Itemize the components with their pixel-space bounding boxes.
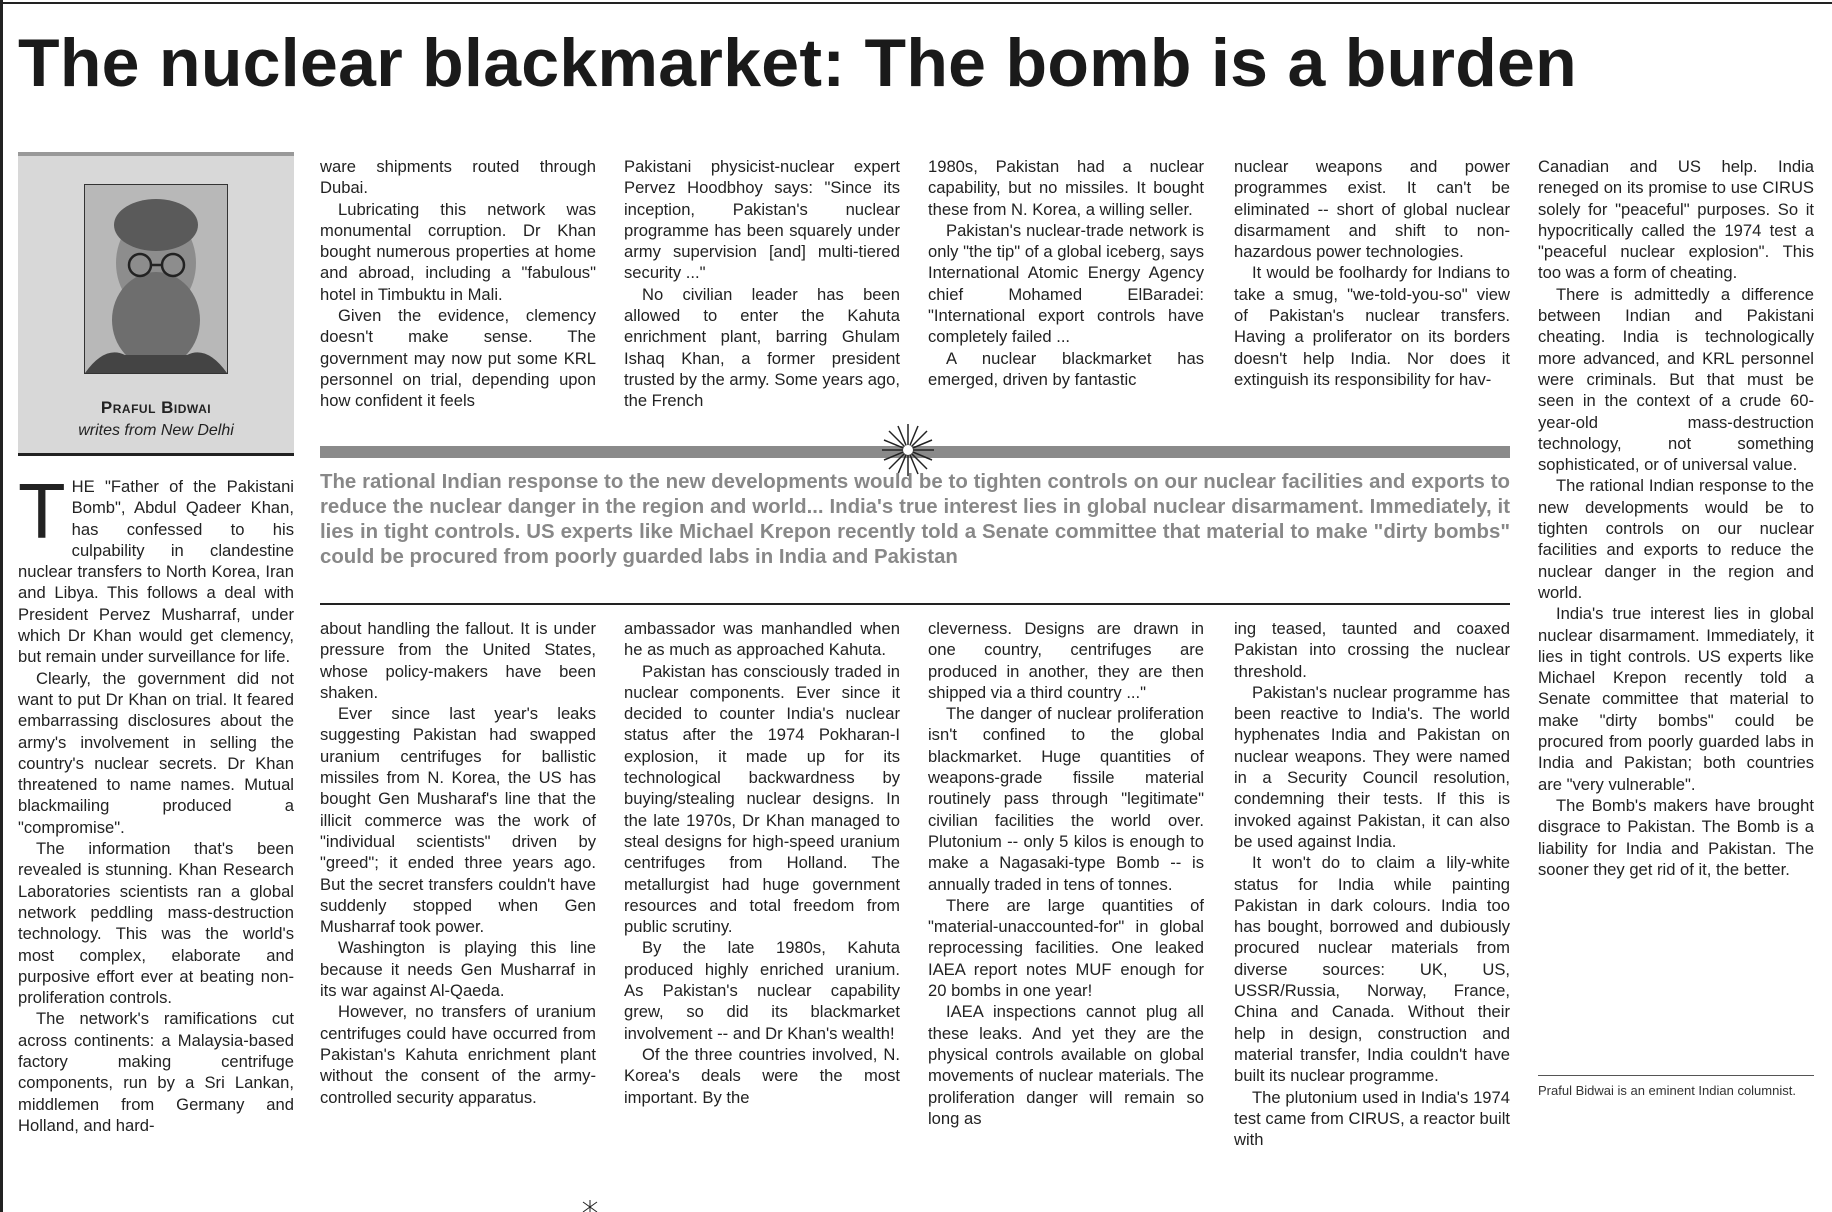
column-6	[1538, 156, 1814, 880]
paragraph: Lubricating this network was monumental corruption. Dr Khan bought numerous properties at home and abroad, including a "fabulous" hotel in Timbuktu in Mali.	[320, 199, 596, 304]
paragraph: about handling the fallout. It is under pressure from the United States, whose policy-makers have been shaken.	[320, 619, 596, 702]
paragraph: Given the evidence, clemency doesn't make sense. The government may now put some KRL personnel on trial, depending upon how confident it feels	[320, 306, 596, 411]
paragraph: A nuclear blackmarket has emerged, driven by fantastic	[928, 348, 1204, 389]
paragraph: nuclear weapons and power programmes exist. It can't be eliminated -- short of global nuclear disarmament and shift to non-hazardous power technologies.	[1234, 157, 1510, 262]
paragraph: India's true interest lies in global nuclear disarmament. Immediately, it lies in tight controls. US experts like Michael Krepon recently told a Senate committee that material to make "dirty bombs" could be procured from poorly guarded labs in India and Pakistan; both countries are "very vulnerable".	[1538, 604, 1814, 794]
column-1	[18, 467, 294, 1136]
paragraph: The rational Indian response to the new developments would be to tighten controls on our nuclear facilities and exports to reduce the nuclear danger in the region and world.	[1538, 476, 1814, 602]
paragraph: Pakistan's nuclear programme has been reactive to India's. The world hyphenates India and Pakistan on nuclear weapons. They were named in a Security Council resolution, condemning their tests. If this is invoked against Pakistan, it can also be used against India.	[1234, 682, 1510, 851]
paragraph: There are large quantities of "material-unaccounted-for" in global reprocessing facilities. One leaked IAEA report notes MUF enough for 20 bombs in one year!	[928, 895, 1204, 1001]
column-3-top	[624, 156, 900, 412]
starburst-fragment-icon	[580, 1200, 600, 1212]
paragraph: ambassador was manhandled when he as much as approached Kahuta.	[624, 619, 900, 660]
pullquote: The rational Indian response to the new developments would be to tighten controls on our nuclear facilities and exports to reduce the nuclear danger in the region and world... India's true interest lies in global nuclear disarmament. Immediately, it lies in tight controls. US experts like Michael Krepon recently told a Senate committee that material to make "dirty bombs" could be procured from poorly guarded labs in India and Pakistan	[320, 471, 1510, 568]
paragraph: There is admittedly a difference between Indian and Pakistani cheating. India is technologically more advanced, and KRL personnel were criminals. But that must be seen in the context of a crude 60-year-old mass-destruction technology, not something sophisticated, or of universal value.	[1538, 284, 1814, 475]
paragraph: However, no transfers of uranium centrifuges could have occurred from Pakistan's Kahuta enrichment plant without the consent of the army-controlled security apparatus.	[320, 1002, 596, 1107]
paragraph: No civilian leader has been allowed to enter the Kahuta enrichment plant, barring Ghulam Ishaq Khan, a former president trusted by the army. Some years ago, the French	[624, 284, 900, 411]
paragraph: By the late 1980s, Kahuta produced highly enriched uranium. As Pakistan's nuclear capability grew, so did its blackmarket involvement -- and Dr Khan's wealth!	[624, 938, 900, 1043]
paragraph: The Bomb's makers have brought disgrace to Pakistan. The Bomb is a liability for India and Pakistan. The sooner they get rid of it, the better.	[1538, 795, 1814, 879]
paragraph: ware shipments routed through Dubai.	[320, 157, 596, 198]
paragraph: IAEA inspections cannot plug all these leaks. And yet they are the physical controls available on global movements of nuclear materials. The proliferation danger will remain so long as	[928, 1002, 1204, 1128]
paragraph: The danger of nuclear proliferation isn't confined to the global blackmarket. Huge quantities of weapons-grade fissile material routinely pass through "legitimate" civilian facilities the world over. Plutonium -- only 5 kilos is enough to make a Nagasaki-type Bomb -- is annually traded in tens of tonnes.	[928, 704, 1204, 894]
paragraph: Pakistani physicist-nuclear expert Pervez Hoodbhoy says: "Since its inception, Pakistan's nuclear programme has been squarely under army supervision [and] multi-tiered security ..."	[624, 157, 900, 283]
column-2-top	[320, 156, 596, 412]
headline: The nuclear blackmarket: The bomb is a burden	[18, 25, 1578, 101]
paragraph: Canadian and US help. India reneged on its promise to use CIRUS solely for "peaceful" purposes. So it hypocritically called the 1974 test a "peaceful nuclear explosion". This too was a form of cheating.	[1538, 157, 1814, 283]
paragraph: ing teased, taunted and coaxed Pakistan into crossing the nuclear threshold.	[1234, 619, 1510, 681]
column-5-top	[1234, 156, 1510, 390]
paragraph	[18, 467, 294, 668]
author-photo	[84, 184, 228, 374]
drop-cap: T	[18, 467, 66, 555]
paragraph: cleverness. Designs are drawn in one country, centrifuges are produced in another, they are then shipped via a third country ..."	[928, 619, 1204, 702]
paragraph: Of the three countries involved, N. Korea's deals were the most important. By the	[624, 1044, 900, 1107]
pullquote-rule	[320, 603, 1510, 605]
paragraph: 1980s, Pakistan had a nuclear capability, but no missiles. It bought these from N. Korea, a willing seller.	[928, 157, 1204, 219]
paragraph: It would be foolhardy for Indians to take a smug, "we-told-you-so" view of Pakistan's nuclear transfers. Having a proliferator on its borders doesn't help India. Nor does it extinguish its responsibility for hav-	[1234, 263, 1510, 389]
column-4-bottom	[928, 618, 1204, 1129]
paragraph-text: HE "Father of the Pakistani Bomb", Abdul Qadeer Khan, has confessed to his culpability in clandestine nuclear transfers to North Korea, Iran and Libya. This follows a deal with President Pervez Musharraf, under which Dr Khan would get clemency, but remain under surveillance for life.	[18, 477, 294, 667]
footnote-rule	[1538, 1075, 1814, 1076]
paragraph: The information that's been revealed is stunning. Khan Research Laboratories scientists ran a global network peddling mass-destruction technology. This was the world's most complex, elaborate and purposive effort ever at beating non-proliferation controls.	[18, 839, 294, 1008]
left-rule	[0, 0, 3, 1212]
paragraph: The plutonium used in India's 1974 test came from CIRUS, a reactor built with	[1234, 1087, 1510, 1150]
paragraph: Pakistan's nuclear-trade network is only "the tip" of a global iceberg, says International Atomic Energy Agency chief Mohamed ElBaradei: "International export controls have completely failed ...	[928, 220, 1204, 347]
top-rule	[0, 2, 1832, 4]
author-portrait-icon	[85, 185, 227, 373]
byline-box	[18, 152, 294, 456]
paragraph: Clearly, the government did not want to put Dr Khan on trial. It feared embarrassing disclosures about the army's involvement in selling the country's nuclear secrets. Dr Khan threatened to name names. Mutual blackmailing produced a "compromise".	[18, 668, 294, 837]
column-3-bottom	[624, 618, 900, 1108]
column-2-bottom	[320, 618, 596, 1108]
paragraph: The network's ramifications cut across continents: a Malaysia-based factory making centrifuge components, run by a Sri Lankan, middlemen from Germany and Holland, and hard-	[18, 1009, 294, 1135]
paragraph: Pakistan has consciously traded in nuclear components. Ever since it decided to counter India's nuclear status after the 1974 Pokharan-I explosion, it made up for its technological backwardness by buying/stealing nuclear designs. In the late 1970s, Dr Khan managed to steal designs for high-speed uranium centrifuges from Holland. The metallurgist had huge government resources and total freedom from public scrutiny.	[624, 661, 900, 937]
column-4-top	[928, 156, 1204, 390]
paragraph: It won't do to claim a lily-white status for India while painting Pakistan in dark colours. India too has bought, borrowed and dubiously procured nuclear materials from diverse sources: UK, US, USSR/Russia, Norway, France, China and Canada. Without their help in design, construction and material transfer, India couldn't have built its nuclear programme.	[1234, 853, 1510, 1086]
footnote: Praful Bidwai is an eminent Indian columnist.	[1538, 1083, 1796, 1098]
byline-rule	[18, 453, 294, 456]
column-5-bottom	[1234, 618, 1510, 1150]
author-name: Praful Bidwai	[100, 398, 212, 417]
paragraph: Ever since last year's leaks suggesting Pakistan had swapped uranium centrifuges for ballistic missiles from N. Korea, the US has bought Gen Musharaf's line that the illicit commerce was the work of "individual scientists" driven by "greed"; it ended three years ago. But the secret transfers couldn't have suddenly stopped when Gen Musharraf took power.	[320, 704, 596, 937]
paragraph: Washington is playing this line because it needs Gen Musharraf in its war against Al-Qaeda.	[320, 938, 596, 1001]
author-location: writes from New Delhi	[78, 422, 234, 439]
